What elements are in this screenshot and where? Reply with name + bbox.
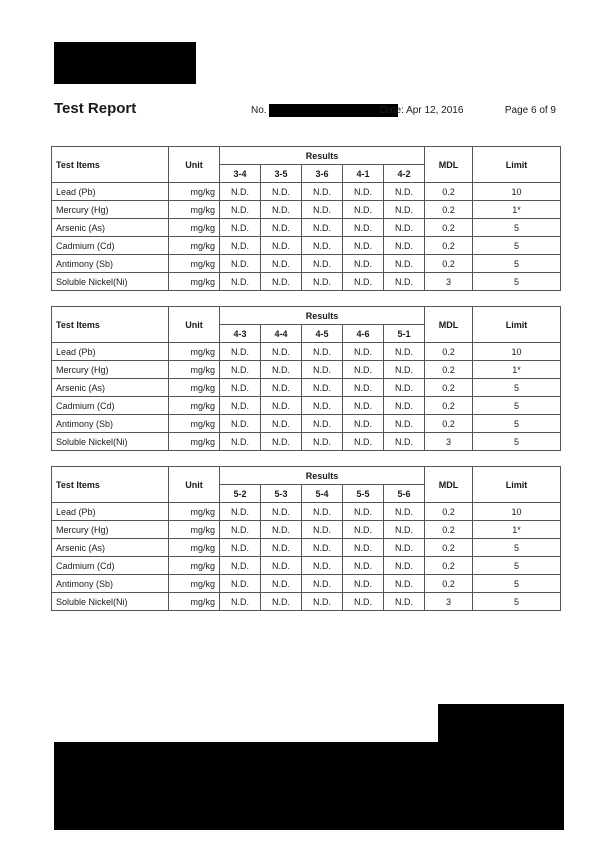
test-item: Mercury (Hg) — [52, 361, 169, 379]
result-cell: N.D. — [302, 183, 343, 201]
result-cell: N.D. — [220, 379, 261, 397]
table-row — [52, 237, 561, 255]
result-cell: N.D. — [220, 201, 261, 219]
test-item: Soluble Nickel(Ni) — [52, 593, 169, 611]
result-cell: N.D. — [302, 273, 343, 291]
header-results: Results — [220, 307, 425, 325]
result-cell: N.D. — [384, 503, 425, 521]
unit-cell: mg/kg — [169, 397, 220, 415]
result-cell: N.D. — [261, 539, 302, 557]
result-cell: N.D. — [220, 237, 261, 255]
result-cell: N.D. — [302, 593, 343, 611]
result-cell: N.D. — [261, 521, 302, 539]
mdl-cell: 0.2 — [425, 415, 473, 433]
redacted-footer — [54, 742, 564, 830]
sample-id: 4-5 — [302, 325, 343, 343]
header-unit: Unit — [169, 467, 220, 503]
result-cell: N.D. — [261, 255, 302, 273]
test-item: Antimony (Sb) — [52, 575, 169, 593]
unit-cell: mg/kg — [169, 503, 220, 521]
mdl-cell: 0.2 — [425, 575, 473, 593]
result-cell: N.D. — [261, 183, 302, 201]
test-item: Arsenic (As) — [52, 379, 169, 397]
sample-id: 5-1 — [384, 325, 425, 343]
results-table-3 — [51, 466, 561, 611]
unit-cell: mg/kg — [169, 343, 220, 361]
header-test-items: Test Items — [52, 467, 169, 503]
unit-cell: mg/kg — [169, 433, 220, 451]
limit-cell: 10 — [473, 183, 561, 201]
table-row — [52, 521, 561, 539]
test-item: Soluble Nickel(Ni) — [52, 433, 169, 451]
header-unit: Unit — [169, 307, 220, 343]
result-cell: N.D. — [384, 219, 425, 237]
result-cell: N.D. — [384, 593, 425, 611]
redacted-report-number — [269, 104, 398, 117]
sample-id: 4-6 — [343, 325, 384, 343]
result-cell: N.D. — [220, 433, 261, 451]
header-results: Results — [220, 467, 425, 485]
mdl-cell: 0.2 — [425, 557, 473, 575]
result-cell: N.D. — [343, 237, 384, 255]
mdl-cell: 0.2 — [425, 397, 473, 415]
mdl-cell: 0.2 — [425, 255, 473, 273]
result-cell: N.D. — [220, 415, 261, 433]
result-cell: N.D. — [261, 557, 302, 575]
unit-cell: mg/kg — [169, 521, 220, 539]
result-cell: N.D. — [261, 433, 302, 451]
mdl-cell: 0.2 — [425, 539, 473, 557]
result-cell: N.D. — [302, 575, 343, 593]
mdl-cell: 0.2 — [425, 503, 473, 521]
table-row — [52, 183, 561, 201]
result-cell: N.D. — [343, 255, 384, 273]
mdl-cell: 0.2 — [425, 201, 473, 219]
table-row — [52, 255, 561, 273]
limit-cell: 5 — [473, 255, 561, 273]
limit-cell: 1* — [473, 201, 561, 219]
mdl-cell: 3 — [425, 593, 473, 611]
limit-cell: 5 — [473, 237, 561, 255]
limit-cell: 10 — [473, 343, 561, 361]
table-row — [52, 379, 561, 397]
test-item: Lead (Pb) — [52, 183, 169, 201]
result-cell: N.D. — [302, 521, 343, 539]
sample-id: 4-2 — [384, 165, 425, 183]
limit-cell: 5 — [473, 273, 561, 291]
result-cell: N.D. — [220, 361, 261, 379]
result-cell: N.D. — [220, 397, 261, 415]
result-cell: N.D. — [261, 273, 302, 291]
unit-cell: mg/kg — [169, 201, 220, 219]
result-cell: N.D. — [343, 593, 384, 611]
results-table-1 — [51, 146, 561, 291]
table-row — [52, 433, 561, 451]
limit-cell: 5 — [473, 539, 561, 557]
result-cell: N.D. — [384, 183, 425, 201]
unit-cell: mg/kg — [169, 255, 220, 273]
table-row — [52, 415, 561, 433]
result-cell: N.D. — [261, 503, 302, 521]
result-cell: N.D. — [343, 379, 384, 397]
sample-id: 5-2 — [220, 485, 261, 503]
header-mdl: MDL — [425, 467, 473, 503]
result-cell: N.D. — [343, 503, 384, 521]
header-limit: Limit — [473, 307, 561, 343]
limit-cell: 5 — [473, 219, 561, 237]
unit-cell: mg/kg — [169, 361, 220, 379]
result-cell: N.D. — [220, 273, 261, 291]
header-unit: Unit — [169, 147, 220, 183]
limit-cell: 5 — [473, 593, 561, 611]
result-cell: N.D. — [220, 255, 261, 273]
report-title: Test Report — [54, 100, 137, 117]
result-cell: N.D. — [261, 379, 302, 397]
result-cell: N.D. — [384, 379, 425, 397]
result-cell: N.D. — [302, 503, 343, 521]
result-cell: N.D. — [384, 557, 425, 575]
table-row — [52, 273, 561, 291]
result-cell: N.D. — [261, 415, 302, 433]
sample-id: 3-5 — [261, 165, 302, 183]
unit-cell: mg/kg — [169, 379, 220, 397]
result-cell: N.D. — [220, 575, 261, 593]
test-item: Arsenic (As) — [52, 219, 169, 237]
result-cell: N.D. — [261, 201, 302, 219]
result-cell: N.D. — [302, 361, 343, 379]
result-cell: N.D. — [220, 521, 261, 539]
result-cell: N.D. — [384, 237, 425, 255]
test-item: Lead (Pb) — [52, 343, 169, 361]
limit-cell: 1* — [473, 521, 561, 539]
unit-cell: mg/kg — [169, 237, 220, 255]
result-cell: N.D. — [384, 361, 425, 379]
table-row — [52, 593, 561, 611]
result-cell: N.D. — [343, 397, 384, 415]
result-cell: N.D. — [384, 397, 425, 415]
test-item: Cadmium (Cd) — [52, 237, 169, 255]
limit-cell: 5 — [473, 433, 561, 451]
header-mdl: MDL — [425, 147, 473, 183]
sample-id: 4-1 — [343, 165, 384, 183]
result-cell: N.D. — [384, 273, 425, 291]
result-cell: N.D. — [384, 343, 425, 361]
result-cell: N.D. — [343, 361, 384, 379]
test-item: Mercury (Hg) — [52, 201, 169, 219]
result-cell: N.D. — [343, 273, 384, 291]
result-cell: N.D. — [261, 343, 302, 361]
header-mdl: MDL — [425, 307, 473, 343]
result-cell: N.D. — [343, 415, 384, 433]
result-cell: N.D. — [302, 379, 343, 397]
result-cell: N.D. — [261, 575, 302, 593]
sample-id: 5-4 — [302, 485, 343, 503]
unit-cell: mg/kg — [169, 575, 220, 593]
result-cell: N.D. — [343, 539, 384, 557]
result-cell: N.D. — [343, 219, 384, 237]
table-row — [52, 343, 561, 361]
header-results: Results — [220, 147, 425, 165]
result-cell: N.D. — [384, 201, 425, 219]
limit-cell: 1* — [473, 361, 561, 379]
mdl-cell: 0.2 — [425, 183, 473, 201]
result-cell: N.D. — [384, 415, 425, 433]
mdl-cell: 0.2 — [425, 237, 473, 255]
result-cell: N.D. — [220, 183, 261, 201]
test-item: Antimony (Sb) — [52, 415, 169, 433]
result-cell: N.D. — [302, 237, 343, 255]
result-cell: N.D. — [343, 521, 384, 539]
sample-id: 5-3 — [261, 485, 302, 503]
result-cell: N.D. — [302, 433, 343, 451]
sample-id: 4-4 — [261, 325, 302, 343]
report-date: Date: Apr 12, 2016 — [380, 105, 464, 116]
result-cell: N.D. — [302, 201, 343, 219]
header-limit: Limit — [473, 147, 561, 183]
result-cell: N.D. — [302, 255, 343, 273]
result-cell: N.D. — [220, 593, 261, 611]
limit-cell: 5 — [473, 397, 561, 415]
unit-cell: mg/kg — [169, 557, 220, 575]
result-cell: N.D. — [343, 575, 384, 593]
limit-cell: 5 — [473, 557, 561, 575]
result-cell: N.D. — [302, 397, 343, 415]
result-cell: N.D. — [261, 237, 302, 255]
result-cell: N.D. — [343, 343, 384, 361]
result-cell: N.D. — [384, 255, 425, 273]
test-item: Cadmium (Cd) — [52, 557, 169, 575]
result-cell: N.D. — [220, 539, 261, 557]
result-cell: N.D. — [302, 557, 343, 575]
result-cell: N.D. — [302, 219, 343, 237]
result-cell: N.D. — [384, 575, 425, 593]
table-row — [52, 557, 561, 575]
result-cell: N.D. — [261, 219, 302, 237]
result-cell: N.D. — [343, 183, 384, 201]
test-item: Mercury (Hg) — [52, 521, 169, 539]
redacted-stamp — [438, 704, 564, 744]
redacted-logo — [54, 42, 196, 84]
unit-cell: mg/kg — [169, 219, 220, 237]
mdl-cell: 0.2 — [425, 361, 473, 379]
table-row — [52, 539, 561, 557]
header-test-items: Test Items — [52, 307, 169, 343]
unit-cell: mg/kg — [169, 183, 220, 201]
test-item: Soluble Nickel(Ni) — [52, 273, 169, 291]
table-row — [52, 397, 561, 415]
test-item: Cadmium (Cd) — [52, 397, 169, 415]
test-item: Lead (Pb) — [52, 503, 169, 521]
mdl-cell: 3 — [425, 433, 473, 451]
mdl-cell: 3 — [425, 273, 473, 291]
report-number-label: No. — [251, 105, 267, 116]
results-table-2 — [51, 306, 561, 451]
unit-cell: mg/kg — [169, 539, 220, 557]
result-cell: N.D. — [261, 593, 302, 611]
result-cell: N.D. — [220, 343, 261, 361]
table-row — [52, 219, 561, 237]
sample-id: 3-6 — [302, 165, 343, 183]
table-row — [52, 201, 561, 219]
table-row — [52, 575, 561, 593]
header-limit: Limit — [473, 467, 561, 503]
test-item: Antimony (Sb) — [52, 255, 169, 273]
test-item: Arsenic (As) — [52, 539, 169, 557]
result-cell: N.D. — [384, 521, 425, 539]
page-number: Page 6 of 9 — [504, 105, 556, 116]
header-test-items: Test Items — [52, 147, 169, 183]
result-cell: N.D. — [220, 503, 261, 521]
result-cell: N.D. — [220, 557, 261, 575]
result-cell: N.D. — [343, 433, 384, 451]
result-cell: N.D. — [220, 219, 261, 237]
sample-id: 4-3 — [220, 325, 261, 343]
sample-id: 5-6 — [384, 485, 425, 503]
result-cell: N.D. — [302, 415, 343, 433]
report-header — [54, 100, 560, 120]
result-cell: N.D. — [302, 539, 343, 557]
table-row — [52, 361, 561, 379]
table-row — [52, 503, 561, 521]
limit-cell: 5 — [473, 415, 561, 433]
unit-cell: mg/kg — [169, 415, 220, 433]
limit-cell: 5 — [473, 379, 561, 397]
mdl-cell: 0.2 — [425, 521, 473, 539]
unit-cell: mg/kg — [169, 593, 220, 611]
result-cell: N.D. — [261, 397, 302, 415]
result-cell: N.D. — [384, 539, 425, 557]
mdl-cell: 0.2 — [425, 343, 473, 361]
mdl-cell: 0.2 — [425, 379, 473, 397]
sample-id: 3-4 — [220, 165, 261, 183]
result-cell: N.D. — [261, 361, 302, 379]
unit-cell: mg/kg — [169, 273, 220, 291]
result-cell: N.D. — [343, 201, 384, 219]
sample-id: 5-5 — [343, 485, 384, 503]
limit-cell: 10 — [473, 503, 561, 521]
result-cell: N.D. — [302, 343, 343, 361]
result-cell: N.D. — [343, 557, 384, 575]
mdl-cell: 0.2 — [425, 219, 473, 237]
limit-cell: 5 — [473, 575, 561, 593]
result-cell: N.D. — [384, 433, 425, 451]
